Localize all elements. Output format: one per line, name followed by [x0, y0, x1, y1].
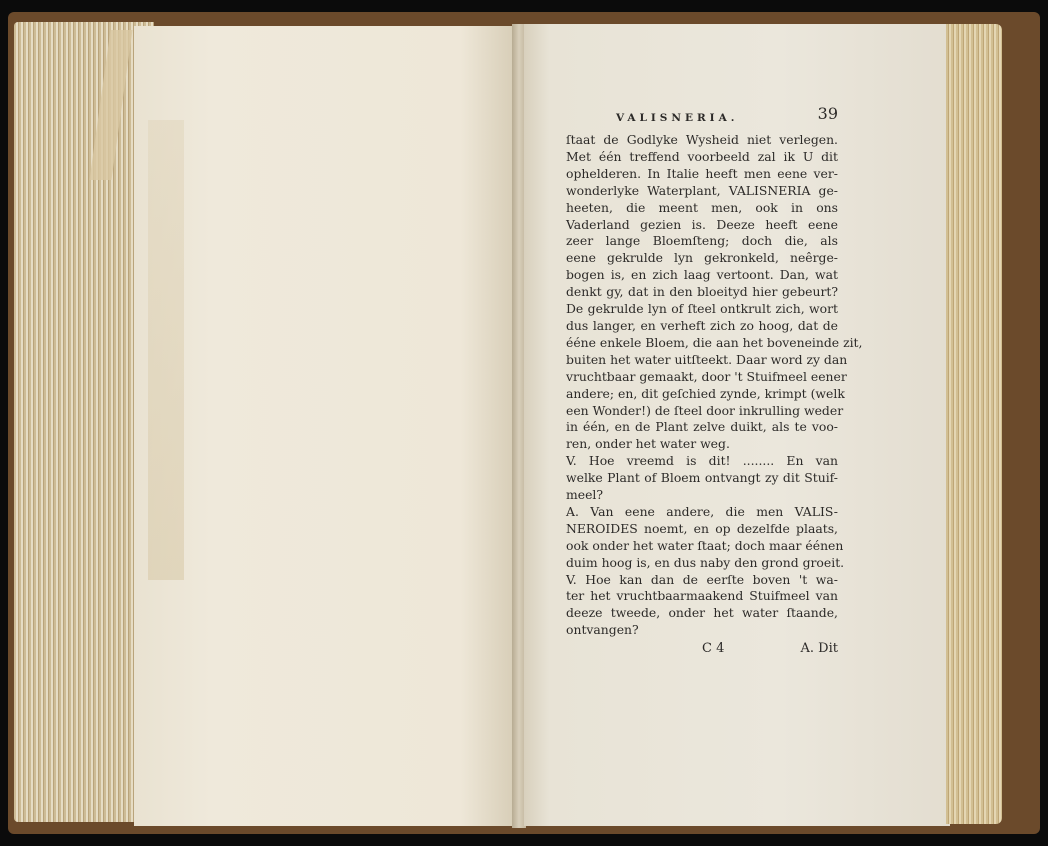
left-page: [134, 26, 518, 826]
show-through-shadow: [148, 120, 184, 580]
text-line: vruchtbaar gemaakt, door 't Stuifmeel eener: [566, 368, 847, 384]
text-line: V. Hoe kan dan de eerſte boven 't wa-: [566, 571, 838, 587]
text-line: ook onder het water ſtaat; doch maar éénen: [566, 537, 844, 553]
text-line: deeze tweede, onder het water ſtaande,: [566, 605, 838, 621]
page-number: 39: [817, 104, 838, 123]
catchword: A. Dit: [800, 641, 838, 657]
signature-mark: C 4: [702, 641, 725, 657]
text-line: welke Plant of Bloem ontvangt zy dit Stuif-: [566, 470, 838, 486]
text-line: een Wonder!) de ſteel door inkrulling weder: [566, 402, 844, 418]
text-line: ontvangen?: [566, 622, 639, 638]
page-header: [566, 104, 838, 126]
body-text: [566, 132, 863, 639]
text-line: eene gekrulde lyn gekronkeld, neêrge-: [566, 250, 838, 266]
text-line: denkt gy, dat in den bloeityd hier gebeurt?: [566, 284, 838, 300]
text-line: NEROIDES noemt, en op dezelfde plaats,: [566, 520, 838, 536]
left-page-edges: [14, 22, 154, 822]
text-line: duim hoog is, en dus naby den grond groeit.: [566, 554, 845, 570]
text-line: ter het vruchtbaarmaakend Stuifmeel van: [566, 588, 838, 604]
text-line: heeten, die meent men, ook in ons: [566, 199, 838, 215]
text-line: andere; en, dit geſchied zynde, krimpt (welk: [566, 385, 845, 401]
text-line: meel?: [566, 487, 604, 503]
text-line: ren, onder het water weg.: [566, 436, 730, 452]
text-line: dus langer, en verheft zich zo hoog, dat de: [566, 317, 838, 333]
running-head: VALISNERIA.: [616, 112, 739, 124]
right-page-edges: [946, 24, 1002, 824]
text-line: V. Hoe vreemd is dit! ........ En van: [566, 453, 838, 469]
text-line: bogen is, en zich laag vertoont. Dan, wat: [566, 267, 838, 283]
text-line: zeer lange Bloemſteng; doch die, als: [566, 233, 838, 249]
text-line: De gekrulde lyn of ſteel ontkrult zich, wort: [566, 301, 838, 317]
text-line: ééne enkele Bloem, die aan het boveneinde zit,: [566, 334, 863, 350]
text-line: ophelderen. In Italie heeft men eene ver-: [566, 165, 838, 181]
text-line: Met één treffend voorbeeld zal ik U dit: [566, 148, 838, 164]
page-text-block: [566, 104, 863, 668]
text-line: A. Van eene andere, die men VALIS-: [566, 503, 838, 519]
page-footer: [566, 641, 838, 661]
text-line: Vaderland gezien is. Deeze heeft eene: [566, 216, 838, 232]
text-line: buiten het water uitſteekt. Daar word zy dan: [566, 351, 848, 367]
text-line: ſtaat de Godlyke Wysheid niet verlegen.: [566, 132, 838, 147]
text-line: wonderlyke Waterplant, VALISNERIA ge-: [566, 182, 838, 198]
text-line: in één, en de Plant zelve duikt, als te voo-: [566, 419, 838, 435]
